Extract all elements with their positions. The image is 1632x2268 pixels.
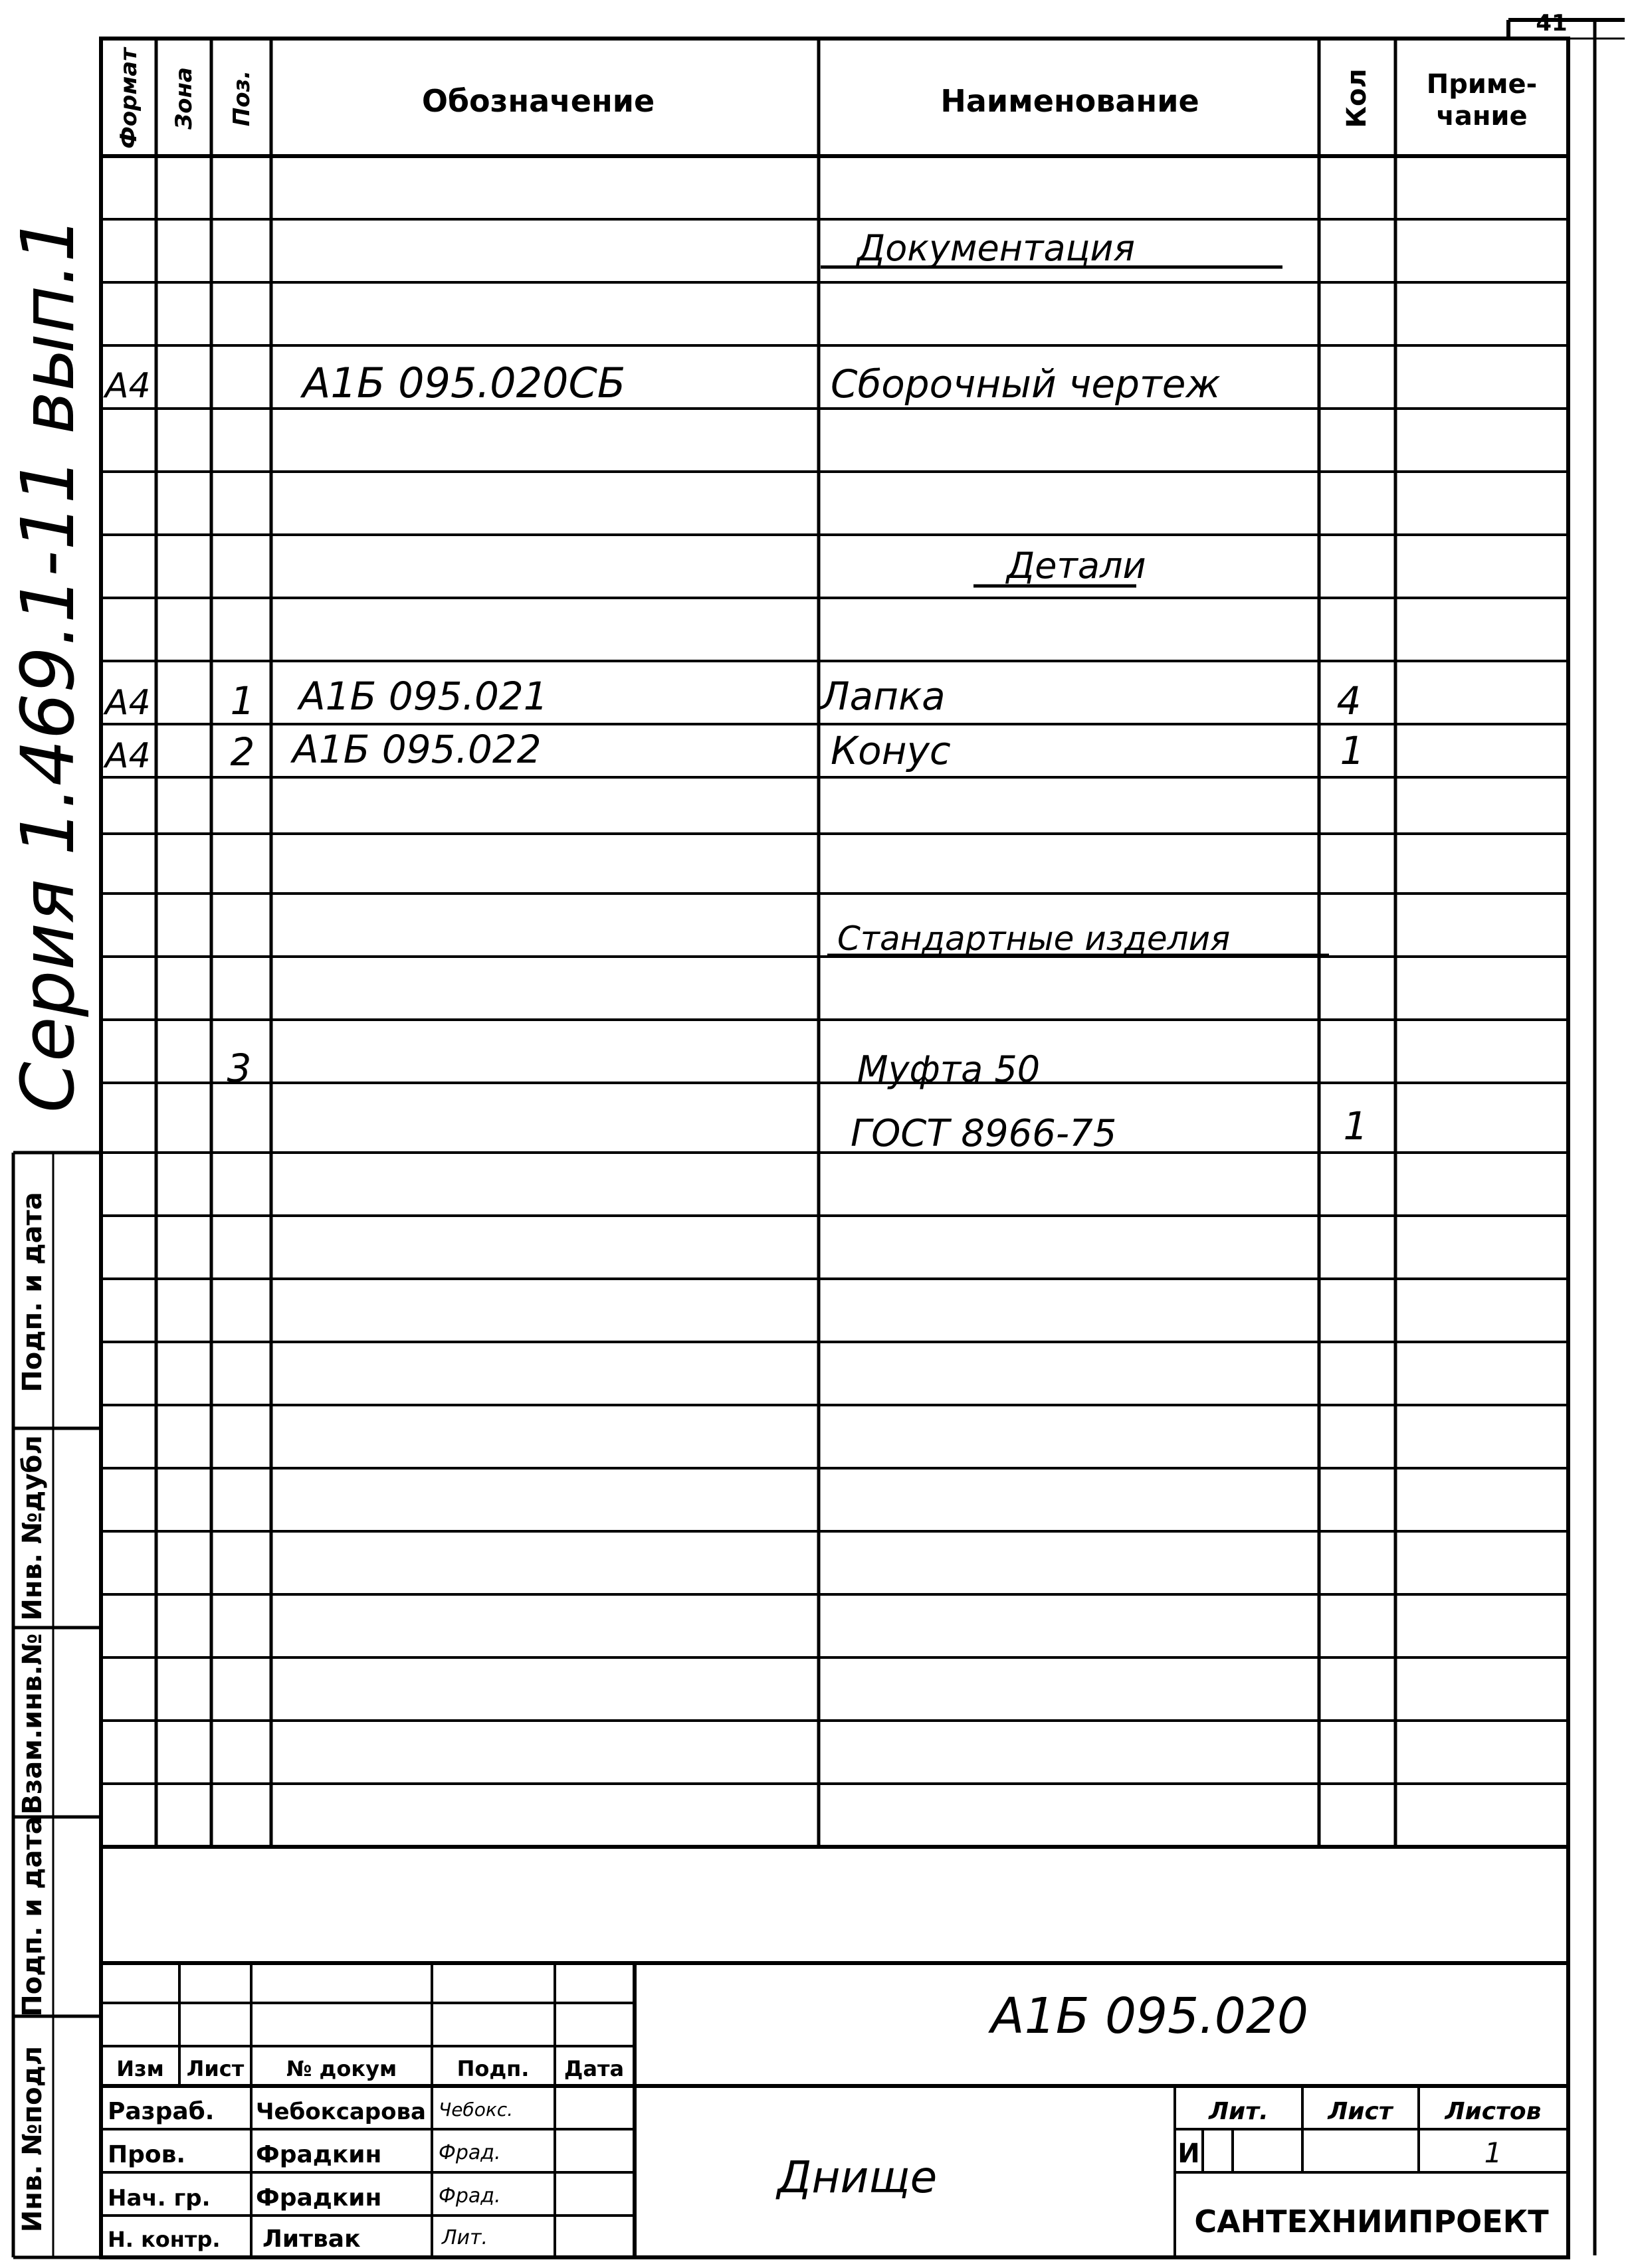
label-podp: Подп. [457, 2056, 530, 2081]
side-label-inv-dubl: Инв. №дубл [17, 1435, 48, 1621]
header-format: Формат [116, 48, 142, 149]
row-1-pos: 1 [230, 678, 255, 723]
row-2-pos: 2 [230, 729, 255, 775]
label-date: Дата [563, 2056, 625, 2081]
header-name: Наименование [940, 83, 1199, 119]
label-listov: Листов [1445, 2098, 1542, 2125]
side-label-inv-podl: Инв. №подл [17, 2045, 48, 2233]
row-1-name: Лапка [821, 674, 946, 719]
row-0-name: Сборочный чертеж [831, 361, 1221, 407]
row-1-format: А4 [105, 683, 151, 723]
lit-value: И [1177, 2138, 1200, 2169]
header-pos: Поз. [229, 70, 255, 127]
sheet-number: 41 [1536, 10, 1568, 37]
name-razrab: Чебоксарова [256, 2099, 426, 2125]
series-label: Серия 1.469.1-11 вып.1 [5, 216, 90, 1113]
header-qty: Кол [1342, 68, 1372, 128]
row-2-name: Конус [831, 728, 951, 773]
label-izm: Изм [116, 2056, 164, 2081]
row-0-format: А4 [105, 366, 151, 406]
row-2-qty: 1 [1340, 728, 1365, 773]
header-note-line2: чание [1436, 101, 1528, 132]
row-4-qty: 1 [1343, 1103, 1368, 1149]
section-documentation: Документация [857, 227, 1135, 269]
label-list-header: Лист [1328, 2098, 1393, 2125]
section-details: Детали [1007, 545, 1146, 587]
organization: САНТЕХНИИПРОЕКТ [1194, 2204, 1549, 2239]
row-1-qty: 4 [1336, 678, 1362, 723]
row-2-designation: А1Б 095.022 [292, 727, 542, 772]
row-0-designation: А1Б 095.020СБ [302, 359, 626, 407]
role-prov: Пров. [108, 2141, 186, 2168]
side-label-podp-data-2: Подп. и дата [17, 1816, 48, 2017]
section-standard: Стандартные изделия [837, 919, 1231, 958]
sign-prov: Фрад. [439, 2141, 501, 2164]
header-designation: Обозначение [421, 83, 655, 119]
spec-table-grid [101, 39, 1568, 1847]
row-3-pos: 3 [227, 1046, 252, 1091]
side-label-vzam-inv: Взам.инв.№ [17, 1633, 48, 1815]
header-zone: Зона [171, 67, 197, 130]
label-doc: № докум [286, 2056, 397, 2081]
row-3-name: Муфта 50 [857, 1048, 1041, 1090]
row-2-format: А4 [105, 736, 151, 776]
name-nach-gr: Фрадкин [256, 2184, 382, 2212]
name-prov: Фрадкин [256, 2141, 382, 2168]
sign-razrab: Чебокс. [439, 2099, 514, 2121]
role-razrab: Разраб. [108, 2098, 215, 2125]
sign-n-kontr: Лит. [442, 2226, 488, 2249]
role-n-kontr: Н. контр. [108, 2227, 221, 2252]
row-1-designation: А1Б 095.021 [299, 674, 548, 719]
label-lit: Лит. [1209, 2098, 1269, 2125]
header-note-line1: Приме- [1426, 69, 1538, 100]
doc-number: А1Б 095.020 [990, 1988, 1309, 2045]
row-4-name: ГОСТ 8966-75 [851, 1112, 1117, 1155]
doc-title: Днище [777, 2152, 938, 2203]
label-list: Лист [186, 2056, 245, 2081]
name-n-kontr: Литвак [262, 2225, 361, 2253]
side-label-podp-data-1: Подп. и дата [17, 1192, 48, 1392]
sign-nach-gr: Фрад. [439, 2184, 501, 2208]
role-nach-gr: Нач. гр. [108, 2185, 211, 2212]
listov-value: 1 [1484, 2136, 1502, 2169]
